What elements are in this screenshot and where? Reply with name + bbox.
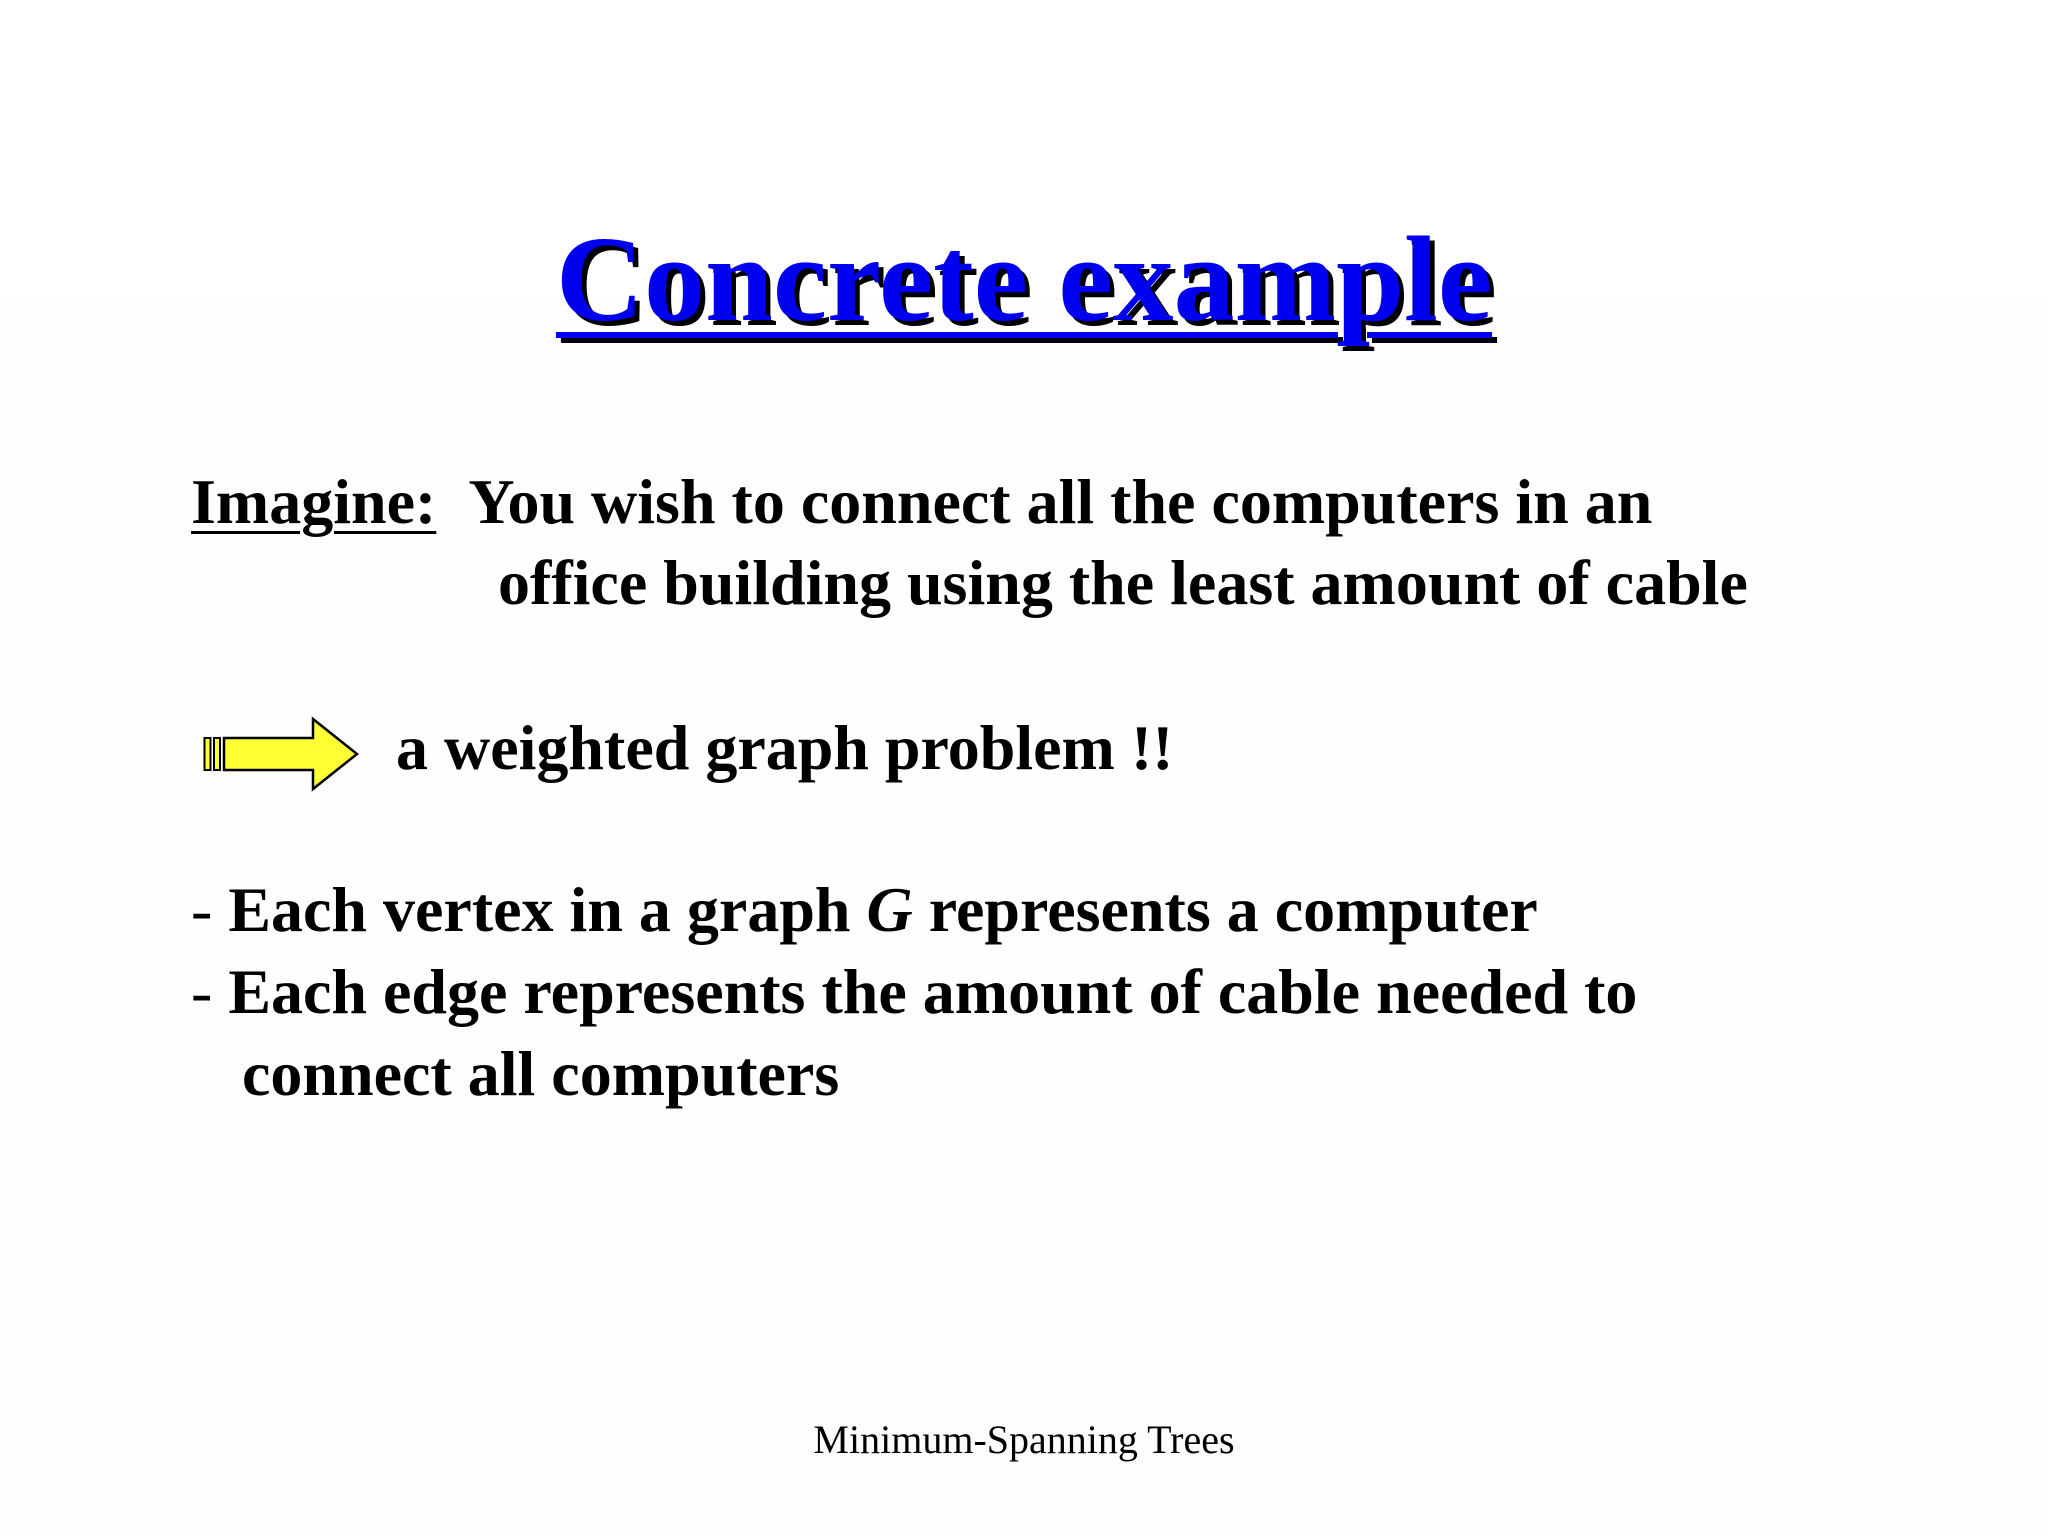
implication-text: a weighted graph problem !! (396, 712, 1174, 783)
right-arrow-icon (203, 716, 361, 792)
slide-footer: Minimum-Spanning Trees (813, 1417, 1235, 1462)
bullet-2-text-1: Each edge represents the amount of cable needed to (228, 956, 1638, 1027)
bullet-2 (191, 952, 1637, 1032)
imagine-line-1 (191, 462, 1652, 542)
bullet-dash: - (191, 874, 213, 945)
bullet-1-text-before: Each vertex in a graph (228, 874, 851, 945)
bullet-2-text-2: connect all computers (242, 1038, 840, 1109)
slide-title: Concrete example (555, 212, 1493, 347)
bullet-dash: - (191, 956, 213, 1027)
bullet-1-text-after: represents a computer (928, 874, 1538, 945)
imagine-label: Imagine: (191, 466, 437, 537)
bullet-1 (191, 870, 1538, 950)
imagine-text-1: You wish to connect all the computers in an (468, 466, 1653, 537)
graph-variable: G (866, 874, 913, 945)
imagine-text-2: office building using the least amount of cable (498, 547, 1748, 618)
